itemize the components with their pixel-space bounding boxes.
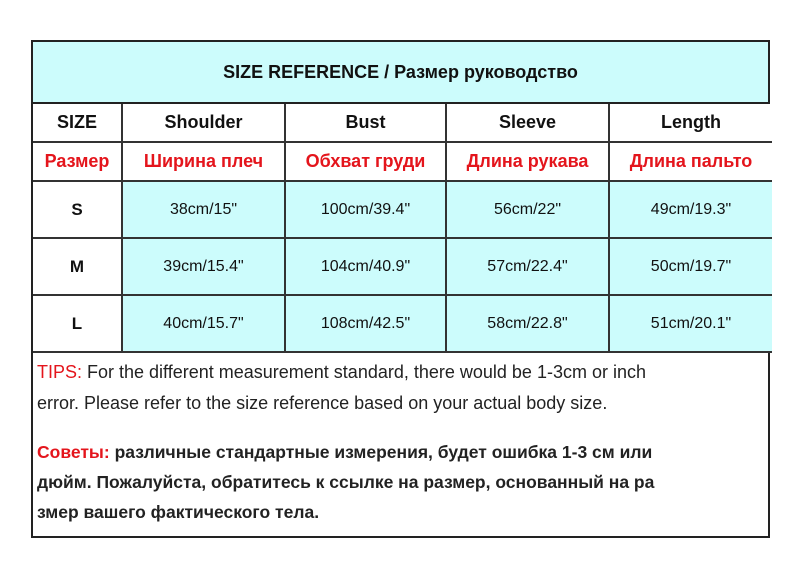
tips-label-ru: Советы: [37, 442, 110, 462]
bust-cell: 108cm/42.5" [285, 295, 446, 352]
sleeve-cell: 57cm/22.4" [446, 238, 609, 295]
table-row [33, 238, 772, 295]
column-header-bust-ru: Обхват груди [285, 142, 446, 181]
column-header-length-ru: Длина пальто [609, 142, 772, 181]
column-header-shoulder-ru: Ширина плеч [122, 142, 285, 181]
shoulder-cell: 38cm/15" [122, 181, 285, 238]
column-header-size: SIZE [33, 104, 122, 142]
size-chart-title: SIZE REFERENCE / Размер руководство [33, 42, 768, 104]
size-table [33, 104, 772, 353]
size-cell: M [33, 238, 122, 295]
column-header-size-ru: Размер [33, 142, 122, 181]
sleeve-cell: 56cm/22" [446, 181, 609, 238]
tips-en [37, 357, 764, 419]
table-row [33, 181, 772, 238]
size-reference-sheet [31, 40, 770, 538]
tips-en-line2: error. Please refer to the size reference based on your actual body size. [37, 393, 608, 413]
bust-cell: 100cm/39.4" [285, 181, 446, 238]
column-header-bust: Bust [285, 104, 446, 142]
column-header-length: Length [609, 104, 772, 142]
size-cell: L [33, 295, 122, 352]
column-header-sleeve-ru: Длина рукава [446, 142, 609, 181]
table-row [33, 295, 772, 352]
header-row-ru [33, 142, 772, 181]
size-cell: S [33, 181, 122, 238]
bust-cell: 104cm/40.9" [285, 238, 446, 295]
tips-label-en: TIPS: [37, 362, 83, 382]
length-cell: 49cm/19.3" [609, 181, 772, 238]
length-cell: 50cm/19.7" [609, 238, 772, 295]
tips-en-line1: For the different measurement standard, there would be 1-3cm or inch [82, 362, 646, 382]
tips-ru [37, 437, 764, 527]
tips-ru-line3: змер вашего фактического тела. [37, 502, 320, 522]
sleeve-cell: 58cm/22.8" [446, 295, 609, 352]
tips-ru-line2: дюйм. Пожалуйста, обратитесь к ссылке на размер, основанный на ра [37, 472, 655, 492]
length-cell: 51cm/20.1" [609, 295, 772, 352]
column-header-shoulder: Shoulder [122, 104, 285, 142]
shoulder-cell: 39cm/15.4" [122, 238, 285, 295]
tips-section [33, 353, 768, 527]
shoulder-cell: 40cm/15.7" [122, 295, 285, 352]
column-header-sleeve: Sleeve [446, 104, 609, 142]
tips-ru-line1: различные стандартные измерения, будет ошибка 1-3 см или [109, 442, 653, 462]
header-row-en [33, 104, 772, 142]
